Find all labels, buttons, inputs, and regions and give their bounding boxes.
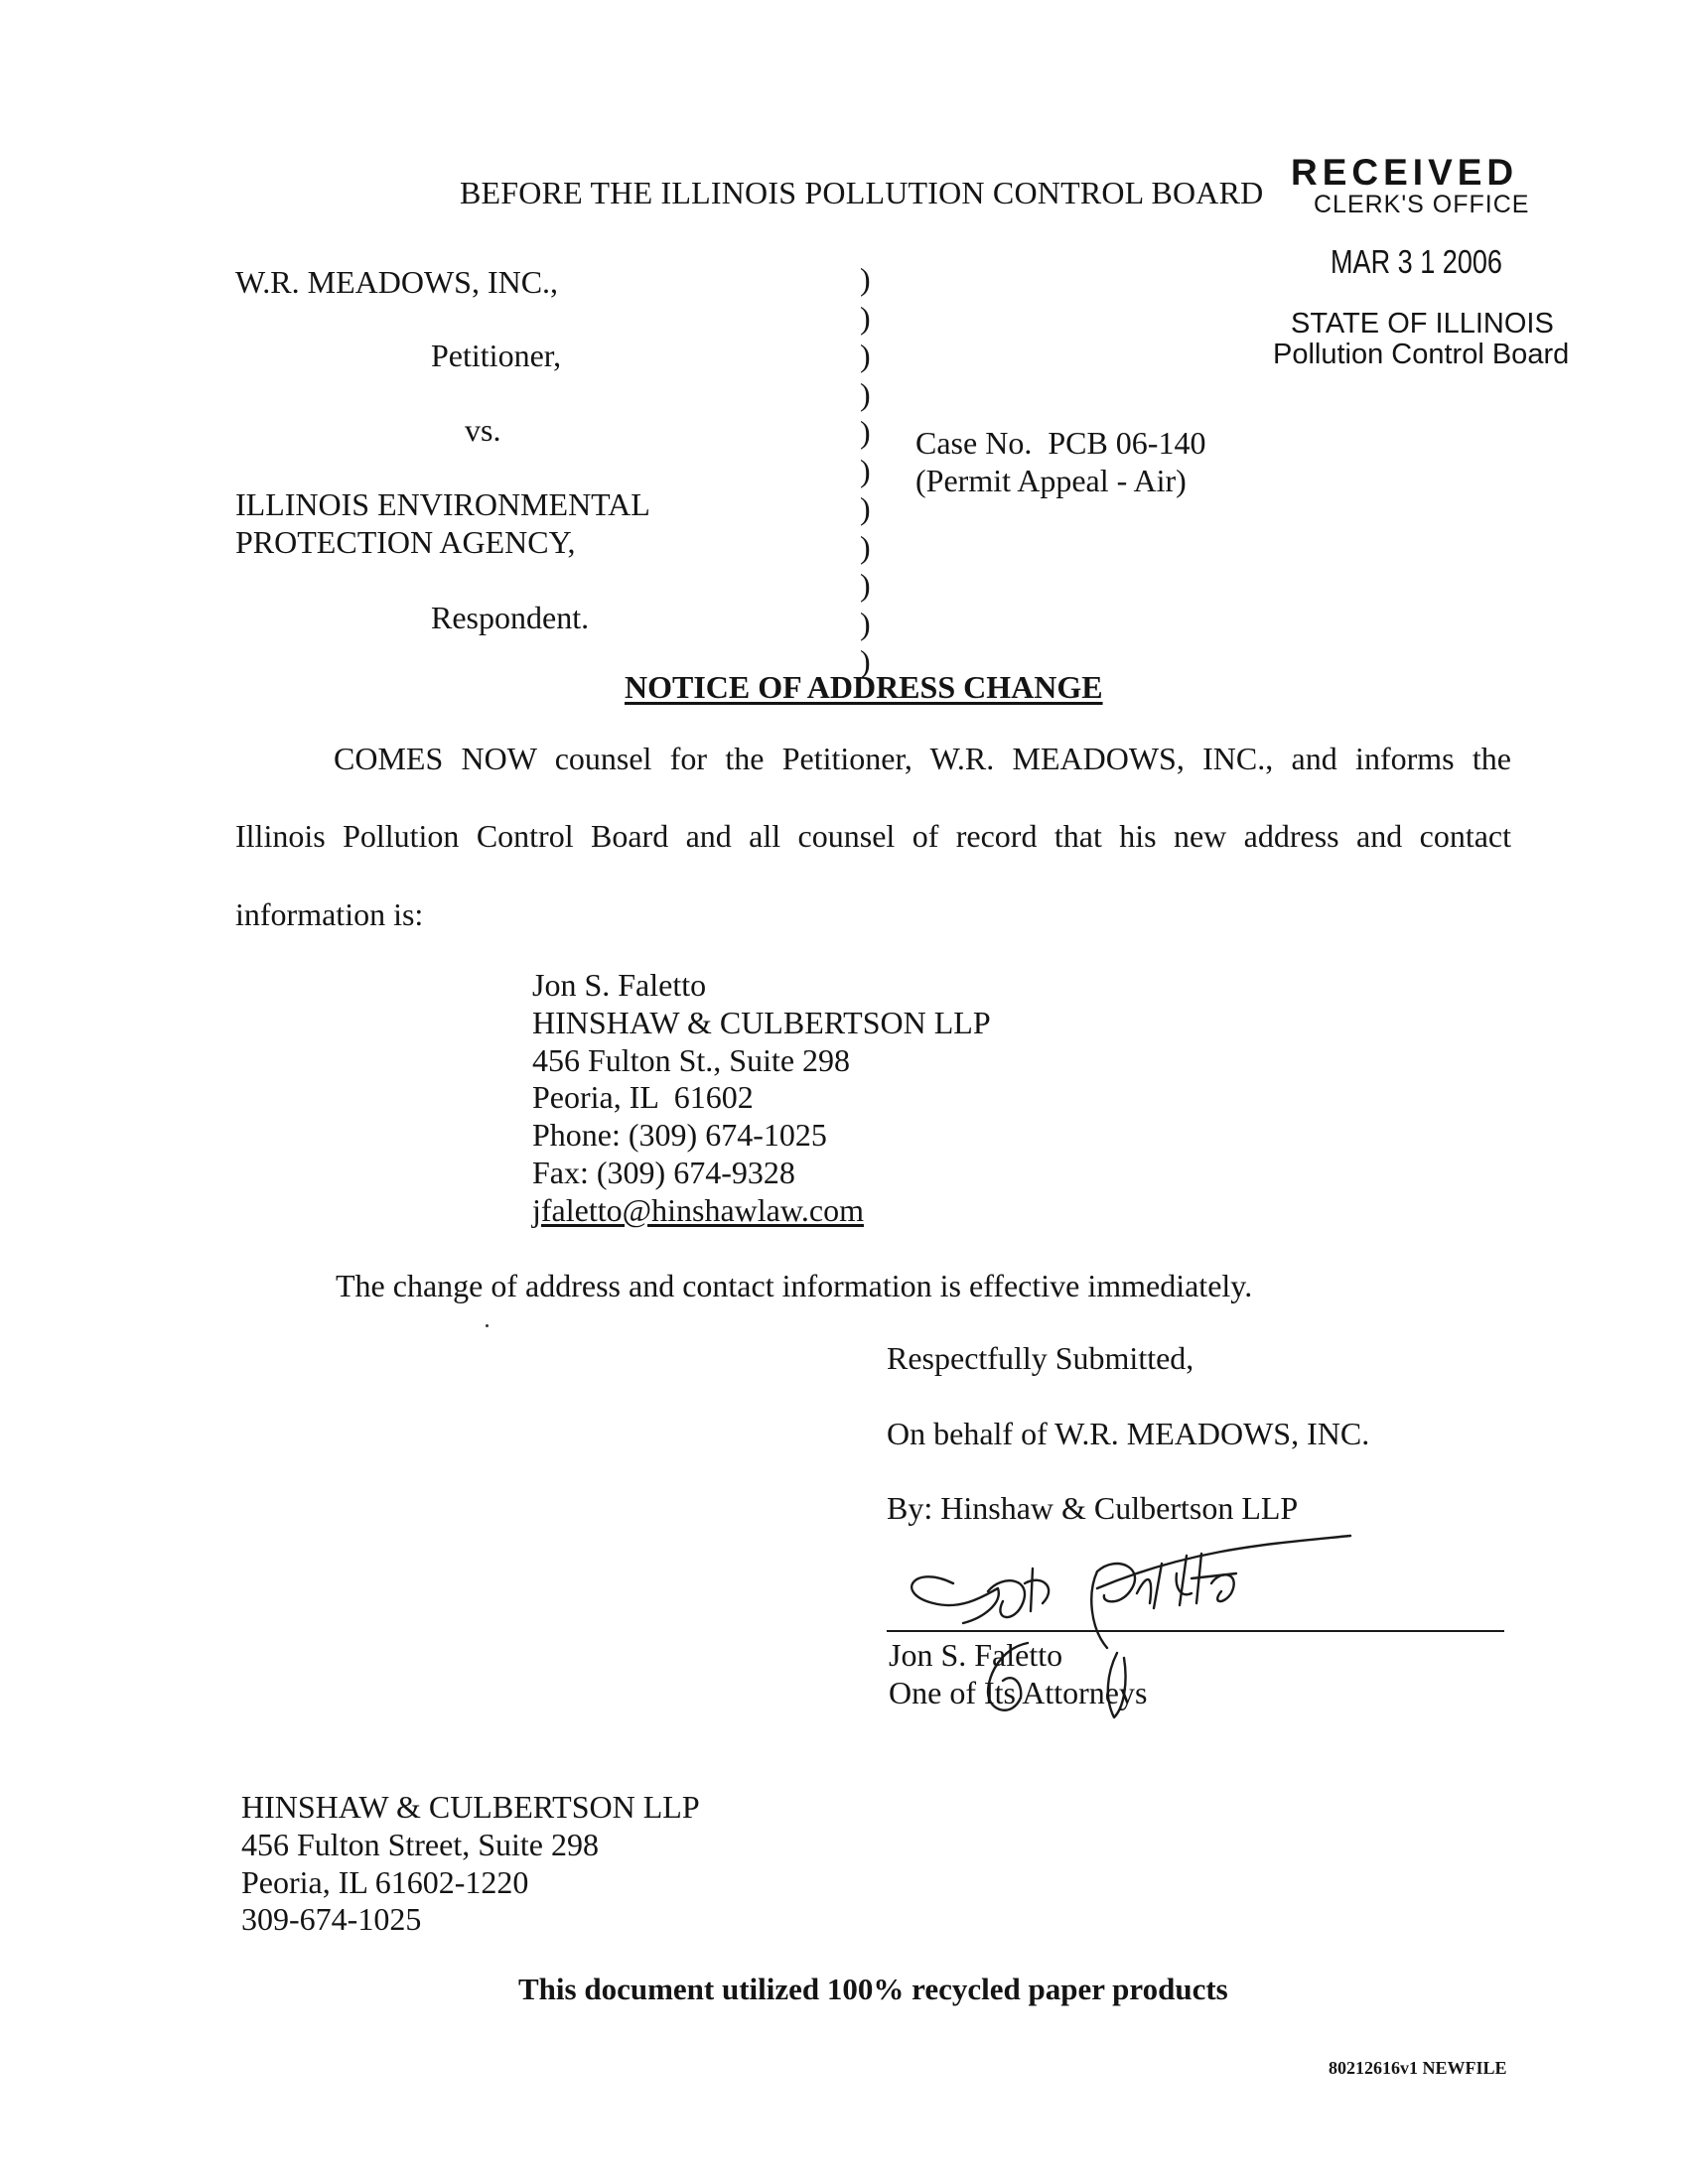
by-firm: By: Hinshaw & Culbertson LLP [887, 1490, 1299, 1526]
paren: ) [860, 299, 871, 336]
new-contact-block [532, 967, 991, 1230]
caption-parentheses [860, 260, 880, 681]
paren: ) [860, 414, 871, 450]
contact-street: 456 Fulton St., Suite 298 [532, 1041, 851, 1078]
case-type: (Permit Appeal - Air) [915, 463, 1187, 498]
recycled-note: This document utilized 100% recycled paper products [518, 1972, 1228, 2006]
effective-statement: The change of address and contact information is effective immediately. [336, 1268, 1253, 1303]
footer-address [241, 1789, 700, 1939]
stray-dot [486, 1324, 489, 1327]
stamp-date: MAR 3 1 2006 [1331, 243, 1502, 280]
case-number: Case No. PCB 06-140 [915, 425, 1206, 461]
footer-street: 456 Fulton Street, Suite 298 [241, 1826, 599, 1862]
petitioner-name: W.R. MEADOWS, INC., [235, 264, 559, 300]
board-title: BEFORE THE ILLINOIS POLLUTION CONTROL BOARD [460, 175, 1264, 210]
notice-line-1: COMES NOW counsel for the Petitioner, W.R. MEADOWS, INC., and informs the [334, 741, 1511, 776]
footer-phone: 309-674-1025 [241, 1901, 422, 1938]
versus-label: vs. [465, 412, 501, 448]
respondent-name-line1: ILLINOIS ENVIRONMENTAL [235, 486, 650, 522]
paren: ) [860, 338, 871, 373]
contact-name: Jon S. Faletto [532, 967, 707, 1003]
footer-city: Peoria, IL 61602-1220 [241, 1863, 529, 1900]
footer-firm: HINSHAW & CULBERTSON LLP [241, 1789, 700, 1825]
respondent-name-line2: PROTECTION AGENCY, [235, 524, 576, 560]
paren: ) [860, 528, 871, 565]
paren: ) [860, 567, 871, 603]
petitioner-role: Petitioner, [431, 338, 562, 373]
contact-city: Peoria, IL 61602 [532, 1079, 754, 1116]
signer-name: Jon S. Faletto [889, 1637, 1063, 1673]
notice-line-2: Illinois Pollution Control Board and all counsel of record that his new address and contact [235, 818, 1511, 854]
on-behalf-of: On behalf of W.R. MEADOWS, INC. [887, 1416, 1370, 1451]
contact-phone: Phone: (309) 674-1025 [532, 1117, 827, 1154]
paren: ) [860, 490, 871, 526]
notice-line-3: information is: [235, 896, 424, 932]
paren: ) [860, 643, 871, 679]
respondent-role: Respondent. [431, 600, 590, 635]
stamp-office: CLERK'S OFFICE [1314, 191, 1530, 218]
paren: ) [860, 261, 871, 297]
paren: ) [860, 605, 871, 641]
paren: ) [860, 452, 871, 488]
stamp-state: STATE OF ILLINOIS [1291, 308, 1554, 340]
stamp-received: RECEIVED [1291, 152, 1519, 193]
signature-line [887, 1630, 1504, 1632]
signer-title: One of Its Attorneys [889, 1675, 1148, 1710]
contact-email[interactable]: jfaletto@hinshawlaw.com [532, 1191, 864, 1228]
stamp-board: Pollution Control Board [1273, 339, 1570, 370]
document-id: 80212616v1 NEWFILE [1329, 2058, 1507, 2078]
paren: ) [860, 375, 871, 412]
respectfully-submitted: Respectfully Submitted, [887, 1340, 1194, 1376]
notice-heading: NOTICE OF ADDRESS CHANGE [625, 669, 1103, 705]
contact-firm: HINSHAW & CULBERTSON LLP [532, 1004, 991, 1040]
contact-fax: Fax: (309) 674-9328 [532, 1154, 795, 1190]
